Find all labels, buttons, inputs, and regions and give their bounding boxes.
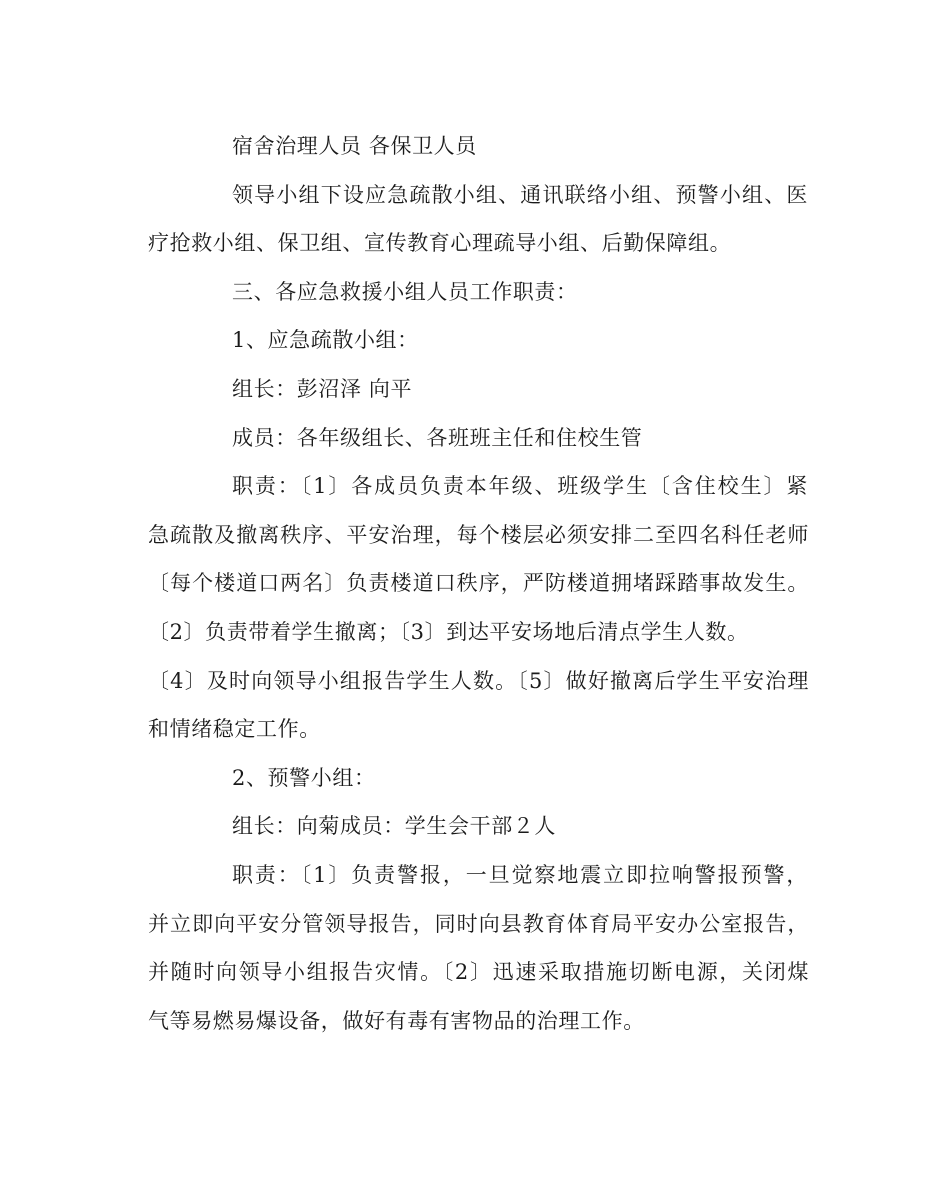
duties-line: 气等易燃易爆设备，做好有毒有害物品的治理工作。 [148,1008,645,1033]
staff-list-line: 宿舍治理人员 各保卫人员 [232,134,477,158]
group-leader-line: 组长：向菊成员：学生会干部２人 [232,814,556,839]
document-body [148,122,808,1045]
duties-line: 〔4〕及时向领导小组报告学生人数。〔5〕做好撤离后学生平安治理 [148,668,808,693]
subsection-heading: 1、应急疏散小组： [232,328,419,353]
paragraph-line: 疗抢救小组、保卫组、宣传教育心理疏导小组、后勤保障组。 [148,231,732,256]
paragraph-line: 领导小组下设应急疏散小组、通讯联络小组、预警小组、医 [232,182,808,207]
duties-line: 急疏散及撤离秩序、平安治理，每个楼层必须安排二至四名科任老师 [148,522,808,547]
duties-line: 并立即向平安分管领导报告，同时向县教育体育局平安办公室报告， [148,911,808,936]
duties-line: 〔每个楼道口两名〕负责楼道口秩序，严防楼道拥堵踩踏事故发生。 [148,571,808,596]
duties-line: 职责：〔1〕负责警报，一旦觉察地震立即拉响警报预警， [232,862,808,887]
duties-line: 职责：〔1〕各成员负责本年级、班级学生〔含住校生〕紧 [232,474,808,499]
duties-line: 并随时向领导小组报告灾情。〔2〕迅速采取措施切断电源，关闭煤 [148,960,808,985]
duties-line: 〔2〕负责带着学生撤离；〔3〕到达平安场地后清点学生人数。 [148,619,749,644]
group-leader-line: 组长：彭沼泽 向平 [232,376,413,401]
subsection-heading: 2、预警小组： [232,765,376,790]
group-members-line: 成员：各年级组长、各班班主任和住校生管 [232,425,643,450]
duties-line: 和情绪稳定工作。 [148,717,321,742]
section-heading: 三、各应急救援小组人员工作职责： [232,279,578,304]
